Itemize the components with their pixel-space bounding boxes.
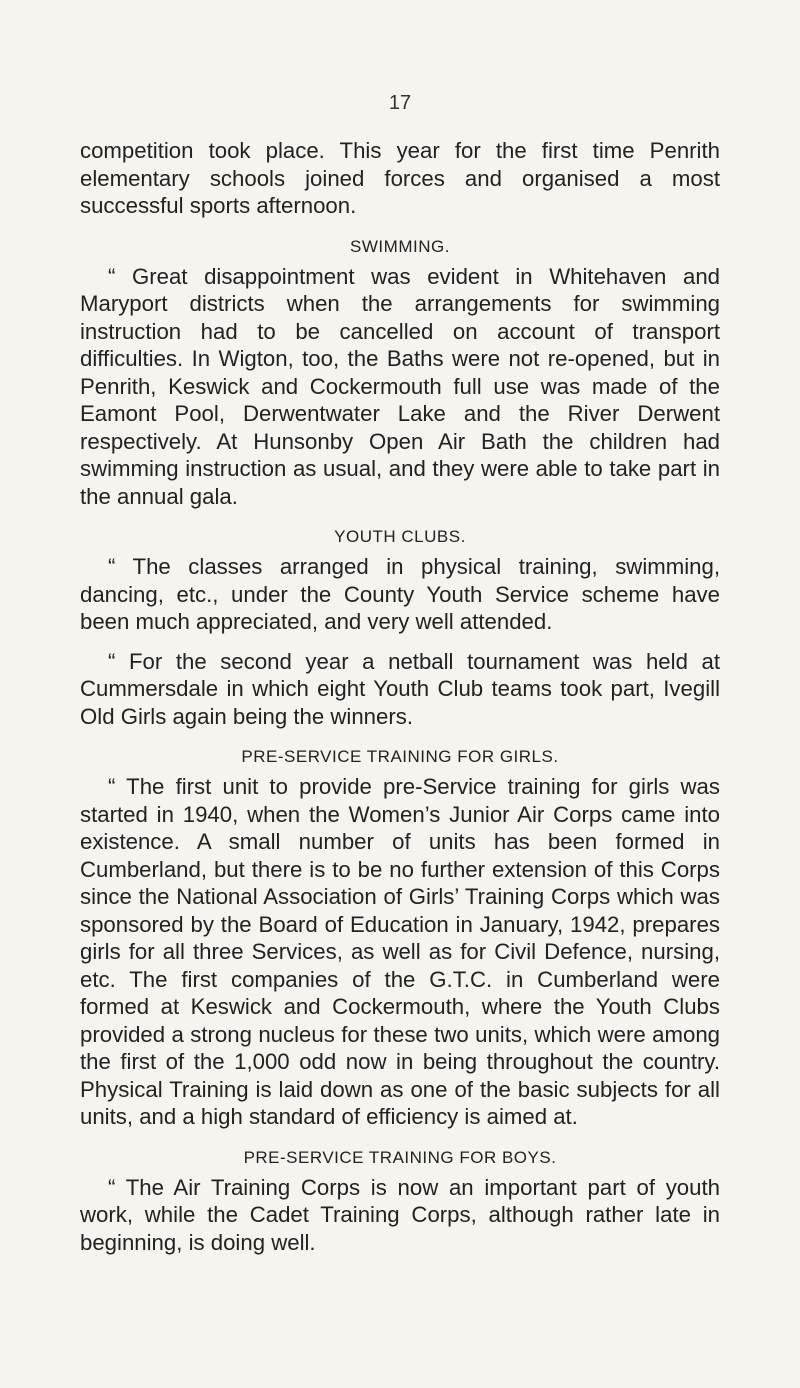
paragraph: “ The classes arranged in physical training, swimming, dancing, etc., under the County Youth Service scheme have been much appreciated, and very well attended.	[80, 554, 720, 634]
paragraph: “ Great disappointment was evident in Whitehaven and Maryport districts when the arrangements for swimming instruction had to be cancelled on account of transport difficulties. In Wigton, too, the Baths were not re-opened, but in Penrith, Keswick and Cockermouth full use was made of the Eamont Pool, Derwentwater Lake and the River Derwent respectively. At Hunsonby Open Air Bath the children had swimming instruction as usual, and they were able to take part in the annual gala.	[80, 263, 720, 509]
paragraph: “ The Air Training Corps is now an important part of youth work, while the Cadet Training Corps, although rather late in beginning, is doing well.	[80, 1174, 720, 1255]
section-heading: PRE-SERVICE TRAINING FOR GIRLS.	[241, 747, 559, 766]
page-number: 17	[388, 92, 412, 114]
paragraph: “ The first unit to provide pre-Service training for girls was started in 1940, when the Women’s Junior Air Corps came into existence. A small number of units has been formed in Cumberland, but there is to be no further extension of this Corps since the National Association of Girls’ Training Corps which was sponsored by the Board of Education in January, 1942, prepares girls for all three Services, as well as for Civil Defence, nursing, etc. The first companies of the G.T.C. in Cumberland were formed at Keswick and Cockermouth, where the Youth Clubs provided a strong nucleus for these two units, which were among the first of the 1,000 odd now in being throughout the country. Physical Training is laid down as one of the basic subjects for all units, and a high standard of efficiency is aimed at.	[80, 774, 720, 1129]
document-body	[80, 137, 720, 1256]
section-heading: YOUTH CLUBS.	[334, 527, 466, 546]
section-heading: PRE-SERVICE TRAINING FOR BOYS.	[243, 1147, 557, 1167]
section-heading: SWIMMING.	[350, 236, 450, 256]
paragraph: competition took place. This year for the first time Penrith elementary schools joined forces and organised a most successful sports afternoon.	[80, 138, 720, 218]
paragraph: “ For the second year a netball tournament was held at Cummersdale in which eight Youth Club teams took part, Ivegill Old Girls again being the winners.	[80, 648, 720, 729]
